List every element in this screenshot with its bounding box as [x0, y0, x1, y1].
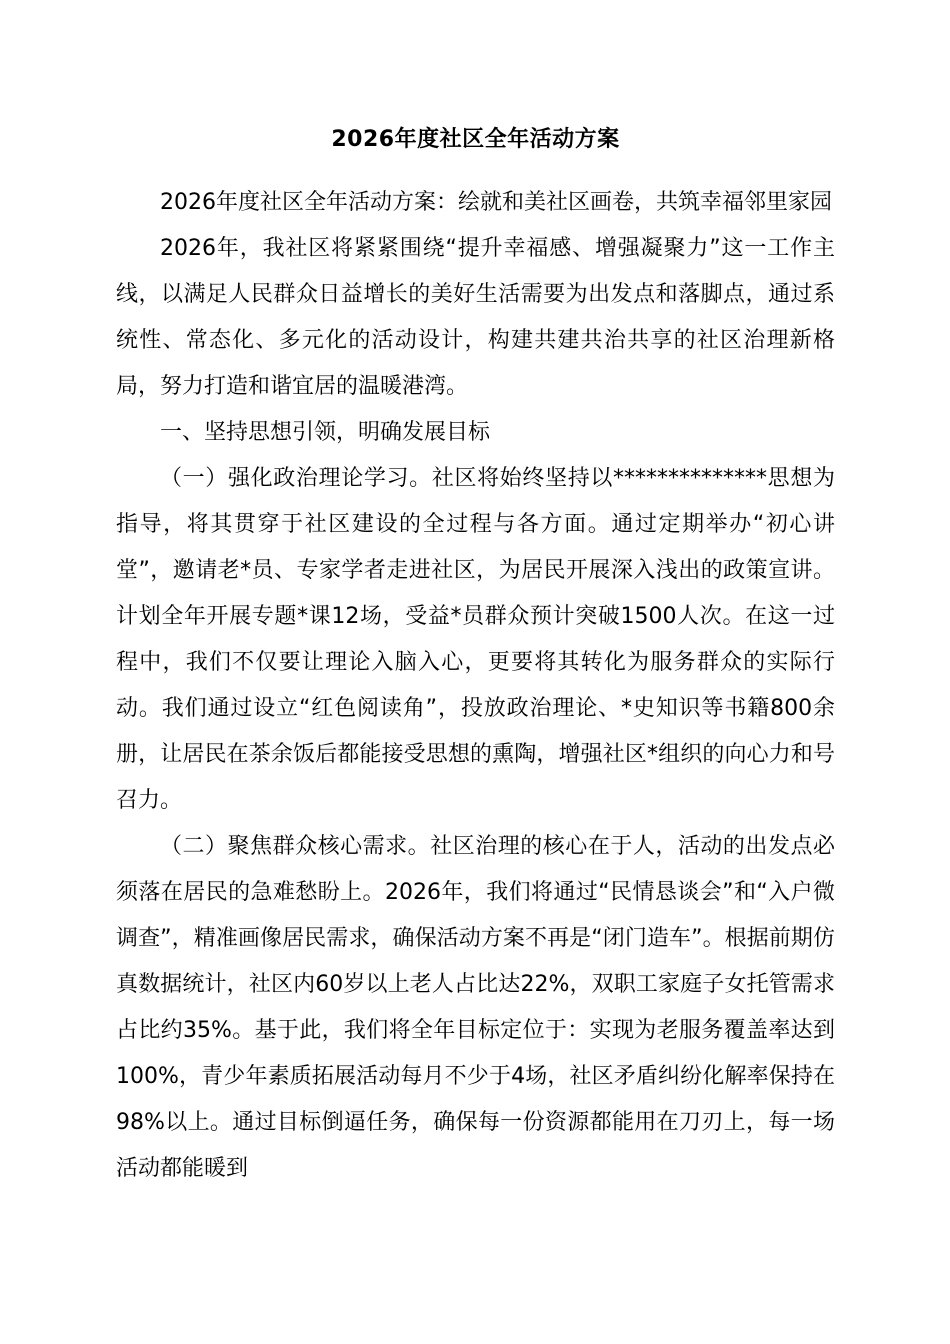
section-heading-1: 一、坚持思想引领，明确发展目标: [160, 420, 491, 445]
subtitle-paragraph: 2026年度社区全年活动方案：绘就和美社区画卷，共筑幸福邻里家园: [160, 190, 832, 215]
subsection-paragraph-1: （一）强化政治理论学习。社区将始终坚持以**************思想为指导，将其贯穿于社区建设的全过程与各方面。通过定期举办“初心讲堂”，邀请老*员、专家学者走进社区，为居民开展深入浅出的政策宣讲。计划全年开展专题*课12场，受益*员群众预计突破1500人次。在这一过程中，我们不仅要让理论入脑入心，更要将其转化为服务群众的实际行动。我们通过设立“红色阅读角”，投放政治理论、*史知识等书籍800余册，让居民在茶余饭后都能接受思想的熏陶，增强社区*组织的向心力和号召力。: [116, 466, 835, 813]
subsection-paragraph-2: （二）聚焦群众核心需求。社区治理的核心在于人，活动的出发点必须落在居民的急难愁盼上。2026年，我们将通过“民情恳谈会”和“入户微调查”，精准画像居民需求，确保活动方案不再是“闭门造车”。根据前期仿真数据统计，社区内60岁以上老人占比达22%，双职工家庭子女托管需求占比约35%。基于此，我们将全年目标定位于：实现为老服务覆盖率达到100%，青少年素质拓展活动每月不少于4场，社区矛盾纠纷化解率保持在98%以上。通过目标倒逼任务，确保每一份资源都能用在刀刃上，每一场活动都能暖到: [116, 834, 835, 1181]
document-title: 2026年度社区全年活动方案: [331, 127, 620, 152]
intro-paragraph: 2026年，我社区将紧紧围绕“提升幸福感、增强凝聚力”这一工作主线，以满足人民群众日益增长的美好生活需要为出发点和落脚点，通过系统性、常态化、多元化的活动设计，构建共建共治共享的社区治理新格局，努力打造和谐宜居的温暖港湾。: [116, 236, 835, 399]
